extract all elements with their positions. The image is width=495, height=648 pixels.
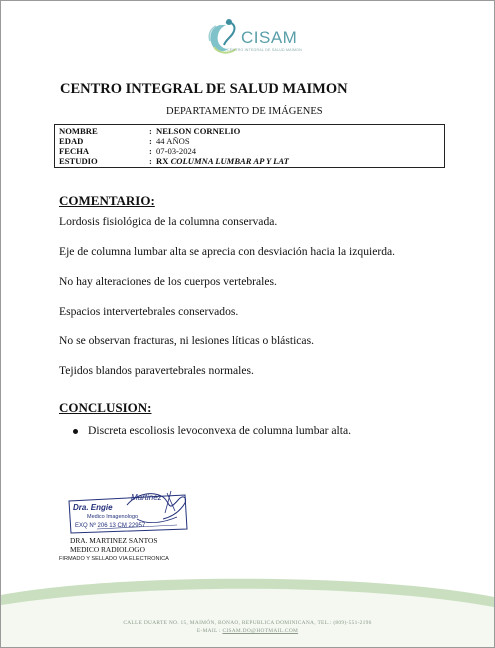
comentario-line: Lordosis fisiológica de la columna conservada.	[59, 215, 278, 228]
department-title: DEPARTAMENTO DE IMÁGENES	[166, 106, 323, 117]
stamp-exequatur: EXQ Nº 206 13 CM 22957	[75, 523, 146, 529]
footer-contact	[1, 628, 494, 634]
field-label: NOMBRE	[59, 126, 98, 136]
comentario-line: Tejidos blandos paravertebrales normales.	[59, 364, 254, 377]
field-colon: :	[149, 146, 152, 156]
comentario-line: Eje de columna lumbar alta se aprecia con desviación hacia la izquierda.	[59, 245, 396, 258]
field-label: EDAD	[59, 136, 84, 146]
signature-block	[70, 536, 158, 554]
field-label: FECHA	[59, 146, 90, 156]
field-value: NELSON CORNELIO	[156, 126, 241, 136]
footer-email-label: E-MAIL :	[196, 628, 221, 634]
footer-wave	[1, 571, 494, 647]
comentario-line: No hay alteraciones de los cuerpos vertebrales.	[59, 275, 277, 288]
cisam-logo	[198, 15, 308, 61]
conclusion-item: Discreta escoliosis levoconvexa de columna lumbar alta.	[88, 424, 352, 437]
logo-tagline: CENTRO INTEGRAL DE SALUD MAIMON	[227, 48, 302, 52]
study-name: COLUMNA LUMBAR AP Y LAT	[170, 156, 289, 166]
signer-name: DRA. MARTINEZ SANTOS	[70, 536, 158, 545]
comentario-line: Espacios intervertebrales conservados.	[59, 305, 239, 318]
stamp-surname: Martinez	[131, 493, 162, 502]
field-value	[156, 156, 289, 166]
field-colon: :	[149, 136, 152, 146]
comentario-line: No se observan fracturas, ni lesiones líticas o blásticas.	[59, 334, 314, 347]
field-value: 07-03-2024	[156, 146, 197, 156]
patient-info-box	[54, 124, 445, 168]
field-value: 44 AÑOS	[156, 136, 190, 146]
conclusion-heading: CONCLUSION:	[59, 400, 152, 415]
signer-role: MEDICO RADIOLOGO	[70, 545, 145, 554]
footer-address: CALLE DUARTE NO. 15, MAIMÓN, BONAO, REPUBLICA DOMINICANA, TEL.: (809)-551-2196	[123, 620, 372, 626]
stamp-role: Medico Imagenologo	[87, 514, 139, 520]
field-colon: :	[149, 156, 152, 166]
study-prefix: RX	[156, 156, 169, 166]
field-colon: :	[149, 126, 152, 136]
logo-wordmark: CISAM	[241, 28, 298, 47]
field-label: ESTUDIO	[59, 156, 98, 166]
signature-note: FIRMADO Y SELLADO VIA ELECTRONICA	[59, 556, 169, 562]
bullet-icon	[73, 429, 78, 434]
signature-stamp	[67, 489, 193, 535]
comentario-heading: COMENTARIO:	[59, 193, 155, 208]
page-title: CENTRO INTEGRAL DE SALUD MAIMON	[60, 81, 348, 97]
stamp-name: Dra. Engie	[73, 503, 113, 512]
footer-email-link[interactable]: CISAM.DO@HOTMAIL.COM	[222, 628, 299, 634]
